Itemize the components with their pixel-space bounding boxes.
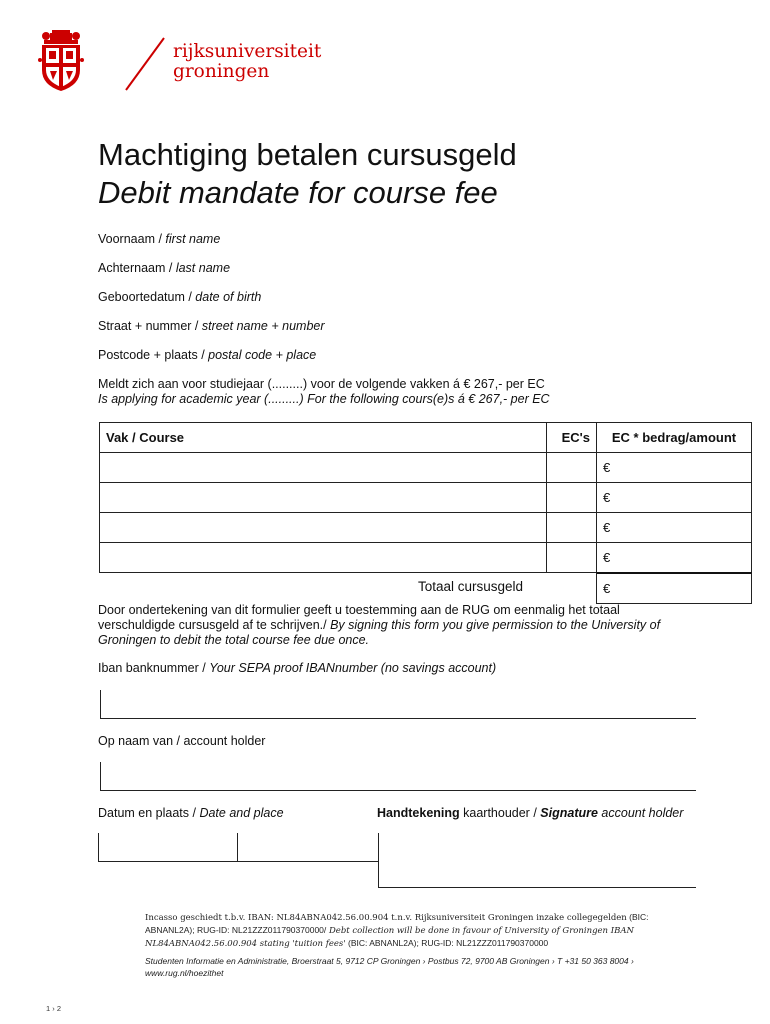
amount-cell[interactable]: € xyxy=(597,453,752,483)
collection-notice-ids-en: (BIC: ABNANL2A); RUG-ID: NL21ZZZ011790370000 xyxy=(345,938,549,948)
dob-label-nl: Geboortedatum / xyxy=(98,290,192,304)
iban-label xyxy=(98,661,496,675)
university-seal-icon xyxy=(38,30,84,92)
table-header-row xyxy=(100,423,752,453)
table-row xyxy=(100,543,752,573)
logo-slash-icon xyxy=(122,36,168,92)
signature-label-bold-en: Signature xyxy=(540,806,598,820)
place-input[interactable] xyxy=(237,833,379,862)
signature-label-nl: kaarthouder / xyxy=(459,806,537,820)
table-row xyxy=(100,453,752,483)
collection-notice-nl: Incasso geschiedt t.b.v. IBAN: NL84ABNA042.56.00.904 t.n.v. Rijksuniversiteit Groningen inzake collegegelden xyxy=(145,913,627,923)
title-dutch: Machtiging betalen cursusgeld xyxy=(98,137,517,172)
column-header-amount: EC * bedrag/amount xyxy=(597,423,752,453)
date-input[interactable] xyxy=(98,833,238,862)
amount-cell[interactable]: € xyxy=(597,543,752,573)
application-statement-nl: Meldt zich aan voor studiejaar (.........) voor de volgende vakken á € 267,- per EC xyxy=(98,377,545,391)
course-cell[interactable] xyxy=(100,453,547,483)
page-title xyxy=(98,136,517,212)
consent-text xyxy=(98,603,698,648)
course-cell[interactable] xyxy=(100,483,547,513)
amount-cell[interactable]: € xyxy=(597,513,752,543)
iban-label-nl: Iban banknummer / xyxy=(98,661,206,675)
first-name-label-en: first name xyxy=(165,232,221,246)
signature-input[interactable] xyxy=(378,833,696,888)
first-name-label-nl: Voornaam / xyxy=(98,232,162,246)
last-name-label-en: last name xyxy=(175,261,231,275)
collection-notice xyxy=(145,911,665,950)
rug-logo xyxy=(38,30,338,96)
signature-label xyxy=(377,806,683,820)
logo-line-2: groningen xyxy=(173,61,270,82)
signature-label-en: account holder xyxy=(597,806,684,820)
course-cell[interactable] xyxy=(100,543,547,573)
date-place-label xyxy=(98,806,284,820)
street-label-nl: Straat + nummer / xyxy=(98,319,199,333)
date-of-birth-field[interactable] xyxy=(98,290,261,304)
street-label-en: street name + number xyxy=(201,319,325,333)
application-statement-en: Is applying for academic year (.........) For the following cours(e)s á € 267,- per EC xyxy=(98,392,550,406)
last-name-label-nl: Achternaam / xyxy=(98,261,173,275)
postcode-label-en: postal code + place xyxy=(208,348,317,362)
table-row xyxy=(100,513,752,543)
title-english: Debit mandate for course fee xyxy=(98,175,498,210)
amount-cell[interactable]: € xyxy=(597,483,752,513)
postcode-label-nl: Postcode + plaats / xyxy=(98,348,205,362)
course-cell[interactable] xyxy=(100,513,547,543)
date-place-label-en: Date and place xyxy=(199,806,284,820)
courses-table xyxy=(99,422,752,573)
total-label: Totaal cursusgeld xyxy=(418,579,524,594)
postcode-field[interactable] xyxy=(98,348,316,362)
column-header-course: Vak / Course xyxy=(100,423,547,453)
last-name-field[interactable] xyxy=(98,261,230,275)
street-field[interactable] xyxy=(98,319,325,333)
table-row xyxy=(100,483,752,513)
iban-input[interactable] xyxy=(100,690,696,719)
ec-cell[interactable] xyxy=(547,513,597,543)
page-number: 1 › 2 xyxy=(46,1004,62,1013)
application-statement xyxy=(98,377,550,407)
office-address: Studenten Informatie en Administratie, Broerstraat 5, 9712 CP Groningen › Postbus 72, 9700 AB Groningen › T +31 50 363 8004 › www.rug.nl/hoezithet xyxy=(145,956,634,978)
account-holder-input[interactable] xyxy=(100,762,696,791)
signature-label-bold-nl: Handtekening xyxy=(377,806,460,820)
date-place-label-nl: Datum en plaats / xyxy=(98,806,196,820)
first-name-field[interactable] xyxy=(98,232,220,246)
collection-notice-ids: (BIC: ABNANL2A); RUG-ID: NL21ZZZ011790370000/ xyxy=(145,912,649,935)
consent-text-en: By signing this form you give permission to the University of Groningen to debit the total course fee due once. xyxy=(98,618,661,647)
ec-cell[interactable] xyxy=(547,453,597,483)
consent-text-nl: Door ondertekening van dit formulier geeft u toestemming aan de RUG om eenmalig het totaal verschuldigde cursusgeld af te schrijven./ xyxy=(98,603,620,632)
ec-cell[interactable] xyxy=(547,543,597,573)
column-header-ec: EC's xyxy=(547,423,597,453)
collection-notice-en: Debt collection will be done in favour of University of Groningen IBAN NL84ABNA042.56.00.904 stating 'tuition fees' xyxy=(145,926,634,949)
total-amount-field[interactable]: € xyxy=(596,572,752,604)
dob-label-en: date of birth xyxy=(195,290,262,304)
account-holder-label: Op naam van / account holder xyxy=(98,734,266,748)
iban-label-en: Your SEPA proof IBANnumber (no savings account) xyxy=(209,661,497,675)
logo-line-1: rijksuniversiteit xyxy=(173,41,322,62)
ec-cell[interactable] xyxy=(547,483,597,513)
